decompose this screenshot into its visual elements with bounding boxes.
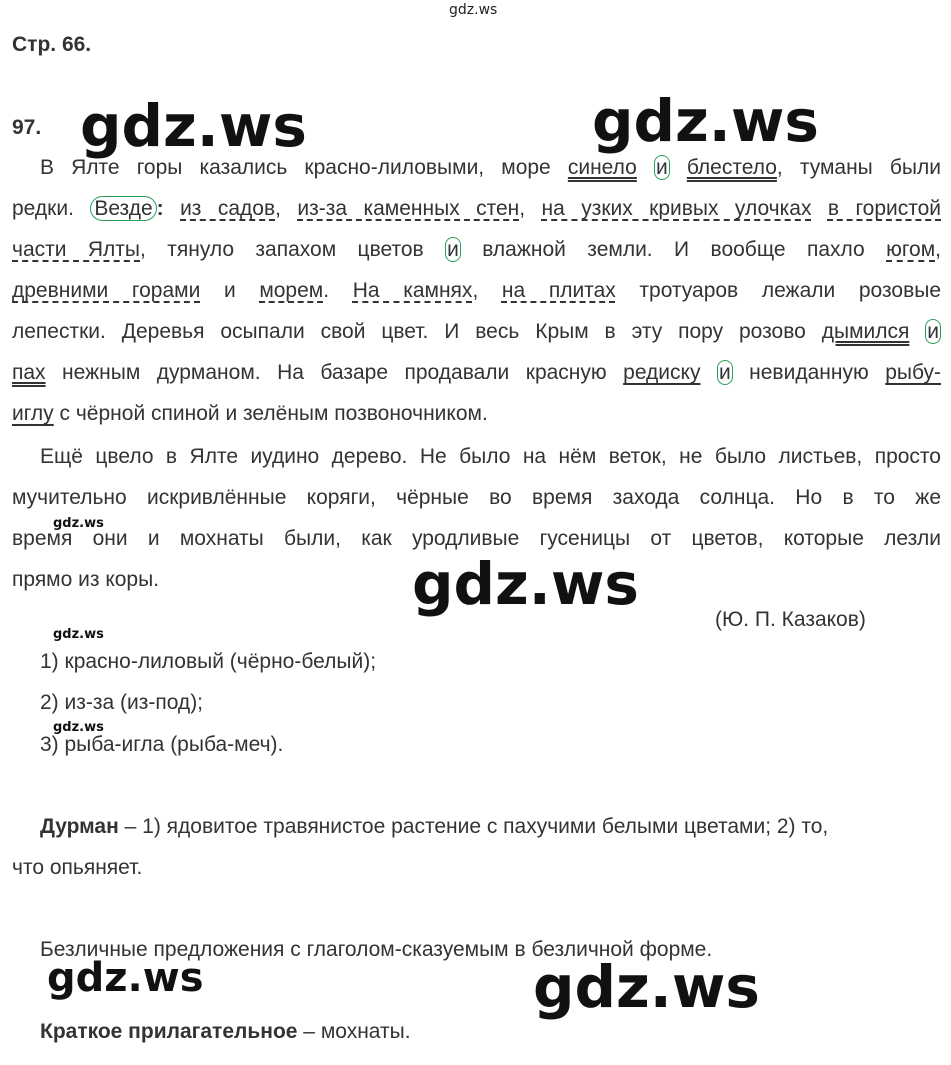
text-fragment: , тянуло запахом цветов (140, 238, 424, 261)
text-fragment: тротуаров лежали розовые (639, 279, 942, 302)
text-line-2 (12, 197, 941, 221)
definition-text: – 1) ядовитое травянистое растение с пахучими белыми цветами; 2) то, (118, 815, 829, 838)
text-line-6 (12, 361, 941, 385)
watermark-tiny-3: gdz.ws (53, 720, 104, 735)
adverbial-phrase: из садов (180, 197, 276, 220)
list-item: 3) рыба-игла (рыба-меч). (40, 733, 284, 756)
definition-line-2: что опьяняет. (12, 856, 143, 879)
short-adjective-term: Краткое прилагательное (40, 1020, 298, 1043)
list-item: 1) красно-лиловый (чёрно-белый); (40, 650, 377, 673)
text-fragment: с чёрной спиной и зелёным позвоночником. (59, 402, 488, 425)
adverbial-phrase: в гористой (827, 197, 942, 220)
comma: , (935, 238, 941, 261)
text-line-p2-3: время они и мохнаты были, как уродливые гусеницы от цветов, которые лезли (12, 527, 941, 550)
comma: , (275, 197, 281, 220)
text-fragment: лепестки. Деревья осыпали свой цвет. И весь Крым в эту пору розово (12, 320, 806, 343)
object-word: рыбу- (885, 361, 942, 384)
short-adjective-text: – мохнаты. (297, 1020, 411, 1043)
text-fragment: , туманы были (776, 156, 941, 179)
conjunction-circled: и (927, 320, 939, 343)
impersonal-note: Безличные предложения с глаголом-сказуемым в безличной форме. (40, 938, 713, 961)
text-line-p2-4: прямо из коры. (12, 568, 160, 591)
predicate-word: пах (12, 361, 46, 384)
adverbial-phrase: части Ялты (12, 238, 140, 261)
watermark-big-3: gdz.ws (412, 550, 639, 618)
text-fragment: и (223, 279, 236, 302)
watermark-big-5: gdz.ws (47, 955, 204, 1001)
exercise-number: 97. (12, 116, 42, 139)
colon: : (156, 197, 164, 220)
adverbial-phrase: на плитах (501, 279, 616, 302)
predicate-word: блестело (686, 156, 777, 179)
author: (Ю. П. Казаков) (715, 608, 866, 631)
object-phrase: древними горами (12, 279, 201, 302)
definition-line-1 (40, 815, 828, 839)
period: . (323, 279, 330, 302)
object-word: морем (259, 279, 324, 302)
text-fragment: В Ялте горы казались красно-лиловыми, море (40, 156, 551, 179)
watermark-tiny-1: gdz.ws (53, 516, 104, 531)
text-line-5 (12, 320, 941, 344)
adverbial-phrase: из-за каменных стен (297, 197, 520, 220)
watermark-top: gdz.ws (449, 2, 498, 18)
predicate-word: дымился (821, 320, 910, 343)
text-line-4 (12, 279, 941, 303)
adverbial-phrase: На камнях (352, 279, 473, 302)
text-fragment: нежным дурманом. На базаре продавали красную (62, 361, 607, 384)
generalizing-word-circled: Везде (90, 196, 156, 221)
conjunction-circled: и (447, 238, 459, 261)
object-word: иглу (12, 402, 54, 425)
text-line-7 (12, 402, 941, 426)
watermark-big-2: gdz.ws (592, 87, 819, 155)
object-word: редиску (623, 361, 701, 384)
page-reference: Стр. 66. (12, 33, 92, 56)
watermark-big-1: gdz.ws (80, 92, 307, 160)
conjunction-circled: и (718, 361, 731, 384)
text-fragment: невиданную (749, 361, 869, 384)
short-adjective-note (40, 1020, 411, 1044)
text-fragment: влажной земли. И вообще пахло (482, 238, 865, 261)
text-line-1 (40, 156, 941, 180)
object-word: югом (886, 238, 936, 261)
comma: , (519, 197, 526, 220)
list-item: 2) из-за (из-под); (40, 691, 204, 714)
text-line-p2-1: Ещё цвело в Ялте иудино дерево. Не было на нём веток, не было листьев, просто (40, 445, 941, 468)
watermark-big-4: gdz.ws (533, 953, 760, 1021)
conjunction-circled: и (655, 156, 668, 179)
comma: , (472, 279, 479, 302)
predicate-word: синело (567, 156, 637, 179)
text-line-3 (12, 238, 941, 262)
definition-term: Дурман (40, 815, 119, 838)
text-line-p2-2: мучительно искривлённые коряги, чёрные во время захода солнца. Но в то же (12, 486, 941, 509)
text-fragment: редки. (12, 197, 74, 220)
watermark-tiny-2: gdz.ws (53, 627, 104, 642)
adverbial-phrase: на узких кривых улочках (541, 197, 812, 220)
